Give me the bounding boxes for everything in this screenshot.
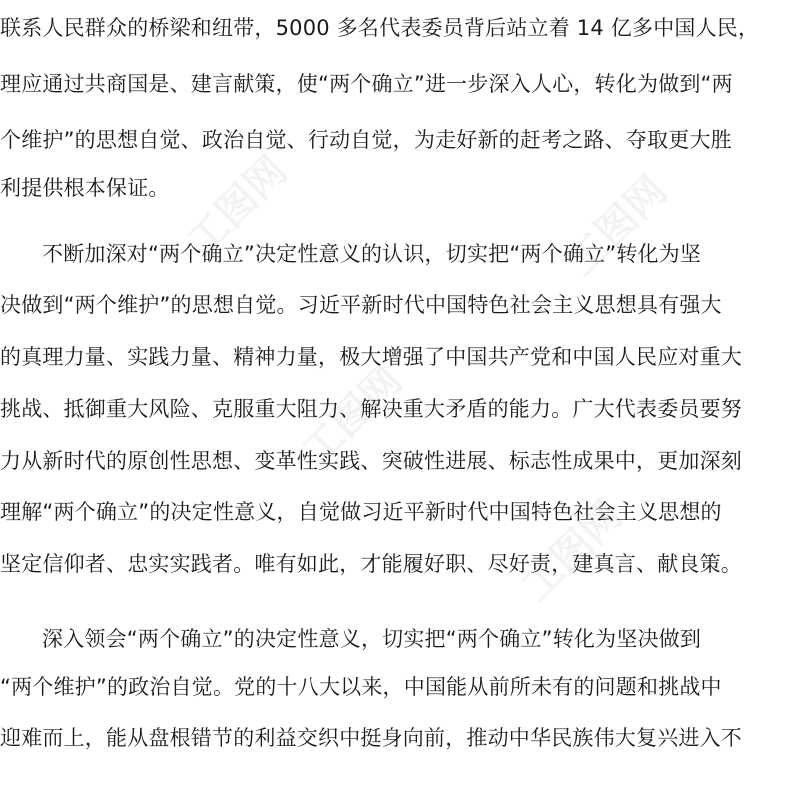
text-line-7: 的真理力量、实践力量、精神力量，极大增强了中国共产党和中国人民应对重大 — [0, 345, 742, 369]
watermark-logo: 工图网 — [513, 492, 632, 610]
watermark-logo: 工图网 — [558, 167, 677, 285]
text-line-4: 利提供根本保证。 — [0, 176, 170, 200]
text-line-6: 决做到“两个维护”的思想自觉。习近平新时代中国特色社会主义思想具有强大 — [0, 293, 722, 317]
text-line-3: 个维护”的思想自觉、政治自觉、行动自觉，为走好新的赶考之路、夺取更大胜 — [0, 128, 732, 152]
text-line-14: 迎难而上，能从盘根错节的利益交织中挺身向前，推动中华民族伟大复兴进入不 — [0, 726, 742, 750]
text-line-1: 联系人民群众的桥梁和纽带，5000 多名代表委员背后站立着 14 亿多中国人民， — [0, 16, 760, 40]
watermark-logo: 工图网 — [293, 357, 412, 475]
text-line-5-paragraph-start: 不断加深对“两个确立”决定性意义的认识，切实把“两个确立”转化为坚 — [42, 242, 702, 266]
text-line-9: 力从新时代的原创性思想、变革性实践、突破性进展、标志性成果中，更加深刻 — [0, 449, 742, 473]
watermark-logo: 工图网 — [178, 147, 297, 265]
text-line-12-paragraph-start: 深入领会“两个确立”的决定性意义，切实把“两个确立”转化为坚决做到 — [42, 627, 702, 651]
text-line-10: 理解“两个确立”的决定性意义，自觉做习近平新时代中国特色社会主义思想的 — [0, 500, 722, 524]
text-line-2: 理应通过共商国是、建言献策，使“两个确立”进一步深入人心，转化为做到“两 — [0, 72, 733, 96]
text-line-13: “两个维护”的政治自觉。党的十八大以来，中国能从前所未有的问题和挑战中 — [0, 675, 722, 699]
text-line-8: 挑战、抵御重大风险、克服重大阻力、解决重大矛盾的能力。广大代表委员要努 — [0, 397, 742, 421]
text-line-11: 坚定信仰者、忠实实践者。唯有如此，才能履好职、尽好责，建真言、献良策。 — [0, 552, 742, 576]
